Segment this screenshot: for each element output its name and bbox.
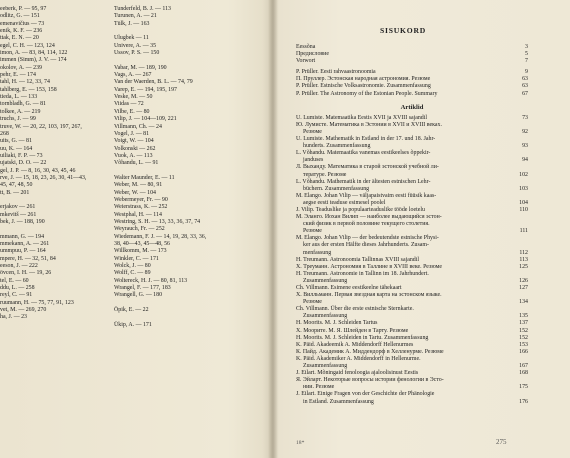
index-entry: Vuok, A. — 113 (114, 152, 153, 159)
index-entry: Varep, E. — 194, 195, 197 (114, 86, 177, 93)
entry-title: J. Vilip. Teaduslike ja populaarteaduslike tööde loetelu (296, 206, 425, 213)
index-entry: Weierstrass, K. — 252 (114, 204, 168, 211)
index-entry: Võhandu, L. — 91 (114, 160, 159, 167)
index-entry: mmekann, A. — 261 (0, 241, 50, 247)
index-entry: Ussov, P. S. — 150 (114, 50, 160, 57)
entry-title: К. Пайд. Академик А. Миддендорф в Хелленурме. Резюме (296, 348, 444, 355)
entry-title: Х. Вилльманн. Первая звездная карта на эстонском языке. (296, 292, 442, 299)
entry-title-continued: büchern. Zusammenfassung (303, 185, 370, 192)
entry-title-continued: janduses (303, 157, 324, 164)
contents-entry (296, 179, 528, 193)
index-entry: ujatski, D. O. — 22 (0, 160, 47, 167)
entry-title: K. Päid. Akadeemik A. Middendorff Hellenurmes (296, 341, 414, 348)
entry-title: Vorwort (296, 58, 316, 65)
index-entry: mkevitš — 261 (0, 211, 37, 218)
index-entry (114, 314, 264, 321)
entry-title: P. Prüller. The Astronomy of the Estonian People. Summary (296, 90, 438, 97)
index-entry: odlitz, G. — 151 (0, 13, 40, 20)
entry-page-number: 102 (519, 171, 528, 178)
entry-title: M. Elango. Johan Vilip — der bedeutendste estnische Physi- (296, 235, 439, 242)
contents-entry (296, 328, 528, 335)
index-entry: tieda, L. — 133 (0, 94, 38, 101)
entry-title: U. Lumiste. Mathematik in Estland in der 17. und 18. Jahr- (296, 136, 436, 143)
entry-title: Л. Выханду. Математика в старой эстонской учебной ли- (296, 164, 439, 171)
entry-title-continued: menfassung (303, 249, 332, 256)
index-entry: mpere, H. — 32, 51, 84 (0, 255, 56, 262)
contents-entry (296, 91, 528, 98)
contents-entry (296, 335, 528, 342)
entry-title: Предисловие (296, 51, 329, 58)
entry-page-number: 92 (522, 128, 528, 135)
index-entry (114, 300, 264, 307)
index-entry: erjakov — 261 (0, 204, 36, 211)
entry-title-continued: Резюме (303, 228, 322, 235)
index-entry: Veske, M. — 50 (114, 94, 153, 101)
index-entry: uiliaki, F. P. — 73 (0, 152, 43, 159)
entry-title: Ch. Villmann. Über die erste estnische Sternkarte. (296, 306, 414, 313)
entry-title: J. Eilart. Einige Fragen von der Geschichte der Phänologie (296, 391, 435, 398)
index-entry: truchs, J. — 99 (0, 116, 36, 123)
index-entry: Weber, W. — 104 (114, 189, 156, 196)
index-entry: Vags, A. — 267 (114, 72, 152, 79)
entry-page-number: 73 (522, 114, 528, 121)
entry-title-continued: тературе. Резюме (303, 171, 347, 178)
entry-title: Х. Треуманн. Астрономия в Таллине в XVIII веке. Резюме (296, 263, 442, 270)
index-entry: Vabar, M. — 189, 190 (114, 64, 167, 71)
index-entry: okolov, A. — 239 (0, 64, 42, 71)
contents-entry (296, 115, 528, 122)
index-entry: Van der Waerden, B. L. — 74, 79 (114, 79, 193, 86)
index-entry: Wiedemann, F. J. — 14, 19, 28, 33, 36, (114, 233, 207, 240)
entry-title: Ю. Лумисте. Математика в Эстонии в XVII и XVIII веках. (296, 121, 442, 128)
entry-page-number: 5 (525, 51, 528, 58)
index-entry: truve, W. — 20, 22, 103, 197, 267, (0, 123, 82, 130)
entry-page-number: 94 (522, 157, 528, 164)
entry-title: H. Treumann. Astronoomia Tallinnas XVIII sajandil (296, 256, 420, 263)
entry-page-number: 110 (519, 206, 528, 213)
contents-entry (296, 257, 528, 264)
entry-page-number: 7 (525, 58, 528, 65)
entry-title-continued: hunderts. Zusammenfassung (303, 143, 371, 150)
index-entry: Westring, S. H. — 13, 33, 36, 37, 74 (114, 218, 201, 225)
entry-title-continued: Резюме (303, 128, 322, 135)
index-entry: eeberk, P. — 95, 97 (0, 6, 47, 12)
index-entry: ummpuu, P. — 164 (0, 248, 46, 255)
index-entry: Öpik, E. — 22 (114, 307, 149, 314)
entry-title-continued: нии. Резюме (303, 384, 335, 391)
index-entry: Villmann, Ch. — 24 (114, 123, 162, 130)
entry-page-number: 135 (519, 313, 528, 320)
entry-title: Я. Эйларт. Некоторые вопросы истории фенологии в Эсто- (296, 377, 444, 384)
index-entry: Viidas — 72 (114, 101, 144, 108)
entry-title: Eessõna (296, 44, 316, 50)
entry-page-number: 112 (519, 249, 528, 256)
entry-page-number: 111 (519, 228, 528, 235)
index-entry: emenavičius — 73 (0, 20, 45, 27)
entry-page-number: 166 (519, 348, 528, 355)
index-entry: ruumann, H. — 75, 77, 91, 123 (0, 299, 74, 306)
index-entry: vet, M. — 269, 270 (0, 307, 47, 314)
entry-title-continued: ker aus der ersten Hälfte dieses Jahrhunderts. Zusam- (303, 242, 429, 249)
contents-entry (296, 306, 528, 320)
index-entry: Wolff, C. — 89 (114, 270, 151, 277)
entry-title: М. Эланго. Иохан Вилип — наиболее выдающийся эстон- (296, 214, 442, 221)
contents-entry (296, 214, 528, 235)
entry-title: L. Võhandu. Matemaatika vanemas eestikeelses õppekir- (296, 150, 431, 157)
signature-mark: 18* (296, 440, 305, 446)
index-entry: Univere, A. — 35 (114, 42, 157, 49)
entry-title: M. Elango. Johan Vilip — väljapaistvaim eesti füüsik kaas- (296, 192, 437, 199)
entry-page-number: 152 (519, 334, 528, 341)
contents-entry (296, 264, 528, 271)
index-entry: Ulugbek — 11 (114, 35, 149, 42)
index-entry: ha, J. — 23 (0, 314, 27, 321)
entry-page-number: 175 (519, 384, 528, 391)
index-entry: tolkee, A. — 219 (0, 108, 41, 115)
entry-title: H. Moorits. M. J. Schleiden Tartus (296, 320, 378, 327)
entry-title: U. Lumiste. Matemaatika Eestis XVII ja XVIII sajandil (296, 114, 428, 121)
index-entry: Turunen, A. — 21 (114, 13, 157, 20)
page-number: 275 (496, 438, 507, 446)
contents-entry (296, 285, 528, 292)
entry-title-continued: Zusammenfassung (303, 363, 348, 370)
entry-page-number: 125 (519, 263, 528, 270)
index-entry: övcen, I. H. — 19, 26 (0, 270, 52, 277)
entry-title: J. Eilart. Mõningaid fenoloogia ajaloolisinust Eestis (296, 370, 419, 377)
contents-entry (296, 207, 528, 214)
contents-title: SISUKORD (379, 26, 427, 35)
index-entry: Vilbe, E. — 80 (114, 108, 150, 115)
index-entry: bek, J. — 188, 190 (0, 218, 45, 225)
entry-page-number: 3 (525, 44, 528, 50)
entry-title: L. Võhandu. Mathematik in der ältesten estnischen Lehr- (296, 178, 431, 185)
contents-entry (296, 292, 528, 306)
index-entry: tt, B. — 201 (0, 189, 30, 196)
entry-page-number: 167 (519, 363, 528, 370)
index-entry: Weyrauch, Fr. — 252 (114, 226, 165, 233)
entry-title-continued: in Estland. Zusammenfassung (303, 398, 374, 405)
index-entry: 268 (0, 130, 9, 137)
entry-page-number: 137 (519, 320, 528, 327)
index-entry: mmann, G. — 194 (0, 233, 45, 240)
entry-title-continued: Zusammenfassung (303, 313, 348, 320)
book-gutter (268, 0, 278, 458)
contents-list (296, 44, 528, 406)
entry-title: H. Moorits. M. J. Schleiden in Tartu. Zusammenfassung (296, 334, 429, 341)
contents-entry (296, 51, 528, 58)
contents-entry (296, 271, 528, 285)
index-column-1 (0, 6, 108, 322)
right-page-contents (278, 0, 570, 458)
contents-entry (296, 164, 528, 178)
entry-title: П. Пруллер. Эстонская народная астрономия. Резюме (296, 76, 431, 83)
index-entry (114, 168, 264, 175)
entry-page-number: 9 (525, 69, 528, 76)
index-entry (0, 197, 108, 204)
entry-page-number: 153 (519, 341, 528, 348)
entry-title: P. Prüller. Estnische Volksastronomie. Zusammenfassung (296, 83, 431, 90)
left-page-index (0, 0, 268, 458)
index-entry: Willkomm, M. — 173 (114, 248, 167, 255)
entry-page-number: 93 (522, 143, 528, 150)
index-entry (114, 57, 264, 64)
contents-entry (296, 342, 528, 349)
contents-entry (296, 58, 528, 65)
contents-entry (296, 320, 528, 327)
index-entry: Voigt, W. — 104 (114, 138, 154, 145)
index-entry: imon, A. — 83, 84, 114, 122 (0, 50, 68, 57)
index-entry: Wrangell, G. — 180 (114, 292, 163, 299)
contents-entry (296, 235, 528, 256)
index-entry: Woltereck, H. J. — 80, 81, 113 (114, 277, 188, 284)
index-entry: rve, J. — 15, 18, 23, 26, 30, 41—43, (0, 174, 87, 181)
index-entry: tornbladh, G. — 81 (0, 101, 46, 108)
contents-entry (296, 391, 528, 405)
index-entry: tahlberg, E. — 153, 158 (0, 86, 57, 93)
index-entry: Weber, M. — 80, 91 (114, 182, 163, 189)
contents-entry (296, 83, 528, 90)
contents-entry (296, 44, 528, 51)
index-entry: Westphal, H. — 114 (114, 211, 162, 218)
index-entry: uu, K. — 164 (0, 145, 33, 152)
entry-page-number: 127 (519, 285, 528, 291)
index-entry: Ükip, A. — 171 (114, 321, 152, 328)
index-column-2 (114, 6, 264, 329)
index-entry: 45, 47, 48, 50 (0, 182, 33, 189)
index-entry: Wolck, J. — 80 (114, 263, 151, 270)
index-entry: tahl, H. — 12, 33, 74 (0, 79, 50, 86)
entry-page-number: 103 (519, 185, 528, 192)
entry-page-number: 152 (519, 327, 528, 334)
entry-title-continued: Zusammenfassung (303, 277, 348, 284)
index-entry: Volkonski — 262 (114, 145, 156, 152)
entry-page-number: 67 (522, 90, 528, 97)
entry-title-continued: Резюме (303, 299, 322, 306)
entry-page-number: 104 (519, 199, 528, 206)
entry-page-number: 168 (519, 370, 528, 377)
index-entry: egel, C. H. — 123, 124 (0, 42, 55, 49)
index-entry: eeson, J. — 222 (0, 263, 38, 270)
contents-entry (296, 150, 528, 164)
index-entry: Tülk, J. — 163 (114, 20, 150, 27)
index-entry: Wrangel, F. — 177, 183 (114, 285, 171, 292)
index-entry: Vilip, J. — 104—109, 221 (114, 116, 177, 123)
entry-title: P. Prüller. Eesti rahvaastronoomia (296, 69, 376, 76)
index-entry: uits, G. — 81 (0, 138, 32, 145)
entry-page-number: 176 (519, 398, 528, 405)
entry-page-number: 63 (522, 76, 528, 83)
index-entry: ttak, E. N. — 20 (0, 35, 39, 42)
contents-entry (296, 122, 528, 136)
entry-title-continued: aegse eesti teaduse esimesel poolel (303, 199, 386, 206)
index-entry: Walter Maunder, E. — 11 (114, 174, 175, 181)
entry-title: H. Treumann. Astronomie in Tallinn im 18. Jahrhundert. (296, 270, 429, 277)
contents-entry (296, 377, 528, 391)
entry-title-continued: ский физик в первой половине текущего столетия. (303, 221, 430, 228)
entry-page-number: 134 (519, 299, 528, 306)
entry-page-number: 63 (522, 83, 528, 90)
index-entry: immen (Simm), J. V. — 174 (0, 57, 67, 64)
index-entry: tel, E. — 60 (0, 277, 29, 284)
entry-title: Ch. Villmann. Esimene eestikeelne tähekaart (296, 285, 402, 291)
contents-entry (296, 349, 528, 356)
index-entry: 38, 40—43, 45—48, 56 (114, 241, 170, 247)
index-entry: Webermeyer, Fr. — 90 (114, 196, 168, 203)
index-entry: gel, J. P. — 8, 16, 30, 43, 45, 46 (0, 167, 76, 174)
index-entry: Vogel, J. — 81 (114, 130, 150, 137)
contents-entry (296, 136, 528, 150)
index-entry (0, 226, 108, 233)
index-entry: ddu, L. — 258 (0, 285, 35, 292)
contents-entry (296, 69, 528, 76)
entry-title: Х. Моорите. М. Я. Шлейден в Тарту. Резюме (296, 327, 409, 334)
index-entry: reyl, C. — 91 (0, 292, 33, 299)
contents-entry (296, 193, 528, 207)
index-entry: Winkler, C. — 171 (114, 255, 159, 262)
index-entry (114, 28, 264, 35)
section-heading: Artiklid (400, 103, 424, 111)
index-entry: Tunderfeld, B. J. — 113 (114, 6, 171, 12)
index-entry: enik, K. F. — 236 (0, 28, 43, 35)
entry-title: K. Päid. Akademiker A. Middendorff in Hellenurme. (296, 355, 421, 362)
index-entry: pehr, E. — 174 (0, 72, 36, 79)
entry-page-number: 126 (519, 277, 528, 284)
entry-page-number: 113 (519, 256, 528, 263)
contents-entry (296, 356, 528, 370)
